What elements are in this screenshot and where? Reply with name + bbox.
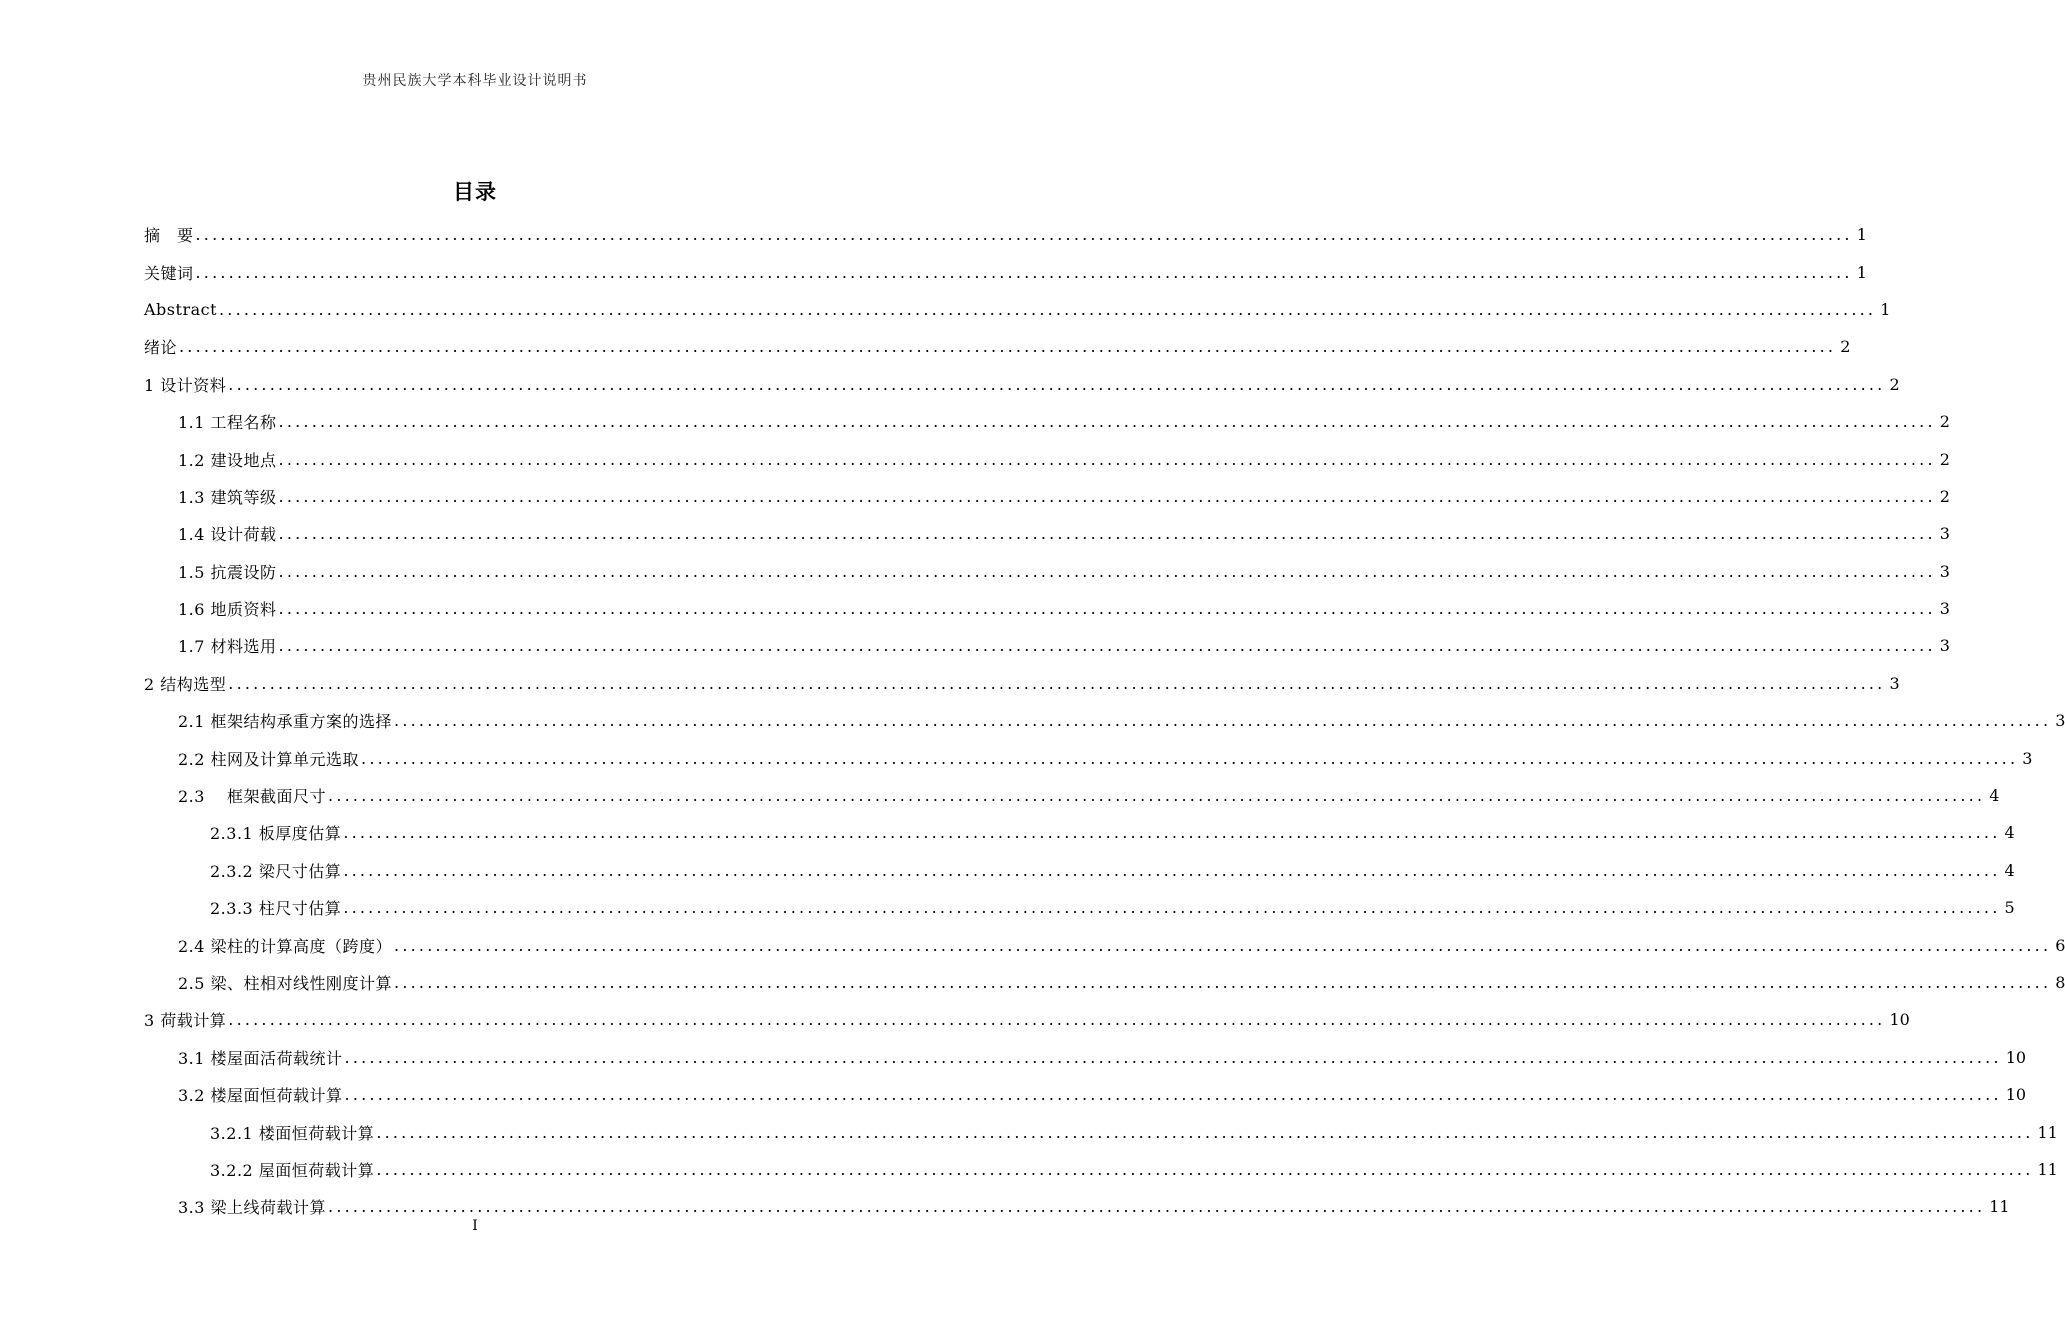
- toc-entry-label: 2.1 框架结构承重方案的选择: [178, 712, 393, 732]
- table-of-contents: [0, 216, 2065, 1226]
- toc-entry-page: 11: [2037, 1159, 2058, 1179]
- toc-entry-page: 2: [1840, 337, 1851, 357]
- toc-entry[interactable]: [144, 366, 1900, 403]
- toc-entry[interactable]: [210, 1151, 2058, 1188]
- toc-leader-dots: ........................................................................................................................................................................................................: [343, 898, 2001, 918]
- toc-leader-dots: ........................................................................................................................................................................................................: [179, 337, 1837, 357]
- toc-leader-dots: ........................................................................................................................................................................................................: [228, 374, 1886, 394]
- toc-entry[interactable]: [178, 403, 1950, 440]
- toc-entry-page: 10: [1889, 1010, 1910, 1030]
- toc-entry[interactable]: [178, 1039, 2027, 1076]
- toc-entry[interactable]: [178, 964, 2065, 1001]
- toc-entry[interactable]: [178, 590, 1950, 627]
- toc-entry-page: 3: [2055, 711, 2065, 731]
- toc-leader-dots: ........................................................................................................................................................................................................: [328, 786, 1986, 806]
- toc-entry-page: 5: [2004, 898, 2015, 918]
- toc-entry[interactable]: [178, 478, 1950, 515]
- toc-entry-page: 3: [1939, 561, 1950, 581]
- toc-leader-dots: ........................................................................................................................................................................................................: [394, 973, 2052, 992]
- toc-entry-page: 3: [1939, 524, 1950, 544]
- page-header: 贵州民族大学本科毕业设计说明书: [362, 73, 588, 89]
- toc-entry-label: Abstract: [144, 299, 218, 319]
- toc-entry-label: 3.2 楼屋面恒荷载计算: [178, 1086, 343, 1106]
- toc-leader-dots: ........................................................................................................................................................................................................: [219, 299, 1877, 319]
- toc-entry[interactable]: [210, 1113, 2058, 1150]
- toc-entry-label: 2.3 框架截面尺寸: [178, 787, 327, 807]
- toc-leader-dots: ........................................................................................................................................................................................................: [228, 1010, 1886, 1030]
- toc-entry[interactable]: [144, 1001, 1910, 1038]
- toc-entry-page: 1: [1856, 225, 1867, 245]
- toc-entry[interactable]: [144, 291, 1891, 328]
- toc-leader-dots: ........................................................................................................................................................................................................: [343, 860, 2001, 880]
- toc-entry-page: 10: [2005, 1047, 2027, 1067]
- toc-entry[interactable]: [178, 515, 1950, 552]
- toc-entry[interactable]: [178, 627, 1950, 664]
- toc-entry-page: 8: [2055, 973, 2065, 992]
- toc-entry[interactable]: [178, 440, 1950, 477]
- toc-entry-label: 关键词: [144, 263, 194, 283]
- toc-entry-label: 1.7 材料选用: [178, 637, 277, 657]
- toc-leader-dots: ........................................................................................................................................................................................................: [343, 823, 2001, 843]
- toc-entry-page: 4: [2004, 860, 2015, 880]
- toc-leader-dots: ........................................................................................................................................................................................................: [344, 1047, 2002, 1067]
- toc-entry-label: 1.1 工程名称: [178, 413, 277, 433]
- toc-leader-dots: ........................................................................................................................................................................................................: [344, 1085, 2002, 1105]
- toc-entry-label: 1.4 设计荷载: [178, 525, 277, 545]
- toc-entry-page: 3: [1939, 599, 1950, 619]
- toc-entry[interactable]: [144, 328, 1851, 365]
- toc-entry[interactable]: [144, 253, 1867, 290]
- toc-entry[interactable]: [178, 1076, 2027, 1113]
- toc-leader-dots: ........................................................................................................................................................................................................: [361, 748, 2019, 768]
- toc-entry-page: 6: [2055, 935, 2065, 955]
- toc-entry-label: 2.3.2 梁尺寸估算: [210, 861, 342, 881]
- toc-leader-dots: ........................................................................................................................................................................................................: [278, 524, 1936, 544]
- toc-entry-page: 2: [1939, 486, 1950, 506]
- toc-leader-dots: ........................................................................................................................................................................................................: [278, 561, 1936, 581]
- toc-entry-label: 3.2.1 楼面恒荷载计算: [210, 1123, 375, 1143]
- toc-leader-dots: ........................................................................................................................................................................................................: [195, 225, 1853, 245]
- toc-entry-page: 2: [1939, 449, 1950, 469]
- toc-entry-label: 2 结构选型: [144, 674, 227, 694]
- toc-leader-dots: ........................................................................................................................................................................................................: [278, 486, 1936, 506]
- toc-entry-label: 2.5 梁、柱相对线性刚度计算: [178, 974, 393, 993]
- toc-leader-dots: ........................................................................................................................................................................................................: [195, 262, 1853, 282]
- toc-entry-label: 1 设计资料: [144, 375, 227, 395]
- toc-entry-label: 2.3.3 柱尺寸估算: [210, 899, 342, 919]
- toc-leader-dots: ........................................................................................................................................................................................................: [376, 1122, 2034, 1142]
- toc-entry-page: 2: [1939, 412, 1950, 432]
- toc-entry-label: 3 荷载计算: [144, 1011, 227, 1031]
- toc-entry-label: 1.6 地质资料: [178, 600, 277, 620]
- toc-leader-dots: ........................................................................................................................................................................................................: [376, 1159, 2034, 1179]
- toc-title: 目录: [453, 180, 497, 204]
- toc-entry-label: 1.5 抗震设防: [178, 562, 277, 582]
- toc-entry-page: 1: [1856, 262, 1867, 282]
- toc-leader-dots: ........................................................................................................................................................................................................: [228, 673, 1886, 693]
- toc-entry[interactable]: [178, 926, 2065, 963]
- toc-entry-page: 11: [1989, 1197, 2010, 1217]
- toc-entry-label: 2.3.1 板厚度估算: [210, 824, 342, 844]
- toc-entry-label: 3.3 梁上线荷载计算: [178, 1198, 327, 1218]
- toc-entry[interactable]: [178, 702, 2065, 739]
- toc-leader-dots: ........................................................................................................................................................................................................: [328, 1197, 1986, 1217]
- toc-entry-page: 2: [1889, 374, 1900, 394]
- toc-entry-label: 1.3 建筑等级: [178, 487, 277, 507]
- toc-entry[interactable]: [178, 739, 2033, 776]
- toc-leader-dots: ........................................................................................................................................................................................................: [278, 636, 1936, 656]
- toc-entry[interactable]: [178, 777, 2000, 814]
- toc-entry-label: 2.4 梁柱的计算高度（跨度）: [178, 936, 393, 956]
- toc-entry-label: 摘 要: [144, 226, 194, 246]
- toc-entry-page: 4: [2004, 823, 2015, 843]
- toc-entry-label: 绪论: [144, 338, 178, 358]
- toc-entry-page: 11: [2037, 1122, 2058, 1142]
- toc-leader-dots: ........................................................................................................................................................................................................: [394, 935, 2052, 955]
- toc-leader-dots: ........................................................................................................................................................................................................: [278, 599, 1936, 619]
- toc-entry-page: 10: [2005, 1085, 2027, 1105]
- toc-entry-label: 2.2 柱网及计算单元选取: [178, 749, 360, 769]
- toc-entry[interactable]: [210, 852, 2015, 889]
- toc-leader-dots: ........................................................................................................................................................................................................: [278, 412, 1936, 432]
- toc-entry[interactable]: [178, 553, 1950, 590]
- toc-entry-label: 1.2 建设地点: [178, 450, 277, 470]
- toc-entry-page: 1: [1880, 299, 1891, 319]
- toc-entry-label: 3.1 楼屋面活荷载统计: [178, 1048, 343, 1068]
- page-number: I: [472, 1218, 478, 1234]
- toc-entry-page: 4: [1989, 786, 2000, 806]
- toc-entry-page: 3: [1939, 636, 1950, 656]
- toc-leader-dots: ........................................................................................................................................................................................................: [278, 449, 1936, 469]
- toc-entry[interactable]: [210, 889, 2015, 926]
- toc-entry-page: 3: [1889, 673, 1900, 693]
- toc-entry[interactable]: [144, 216, 1867, 253]
- toc-entry[interactable]: [210, 814, 2015, 851]
- toc-entry-label: 3.2.2 屋面恒荷载计算: [210, 1160, 375, 1180]
- toc-leader-dots: ........................................................................................................................................................................................................: [394, 711, 2052, 731]
- toc-entry[interactable]: [144, 665, 1900, 702]
- toc-entry-page: 3: [2022, 748, 2033, 768]
